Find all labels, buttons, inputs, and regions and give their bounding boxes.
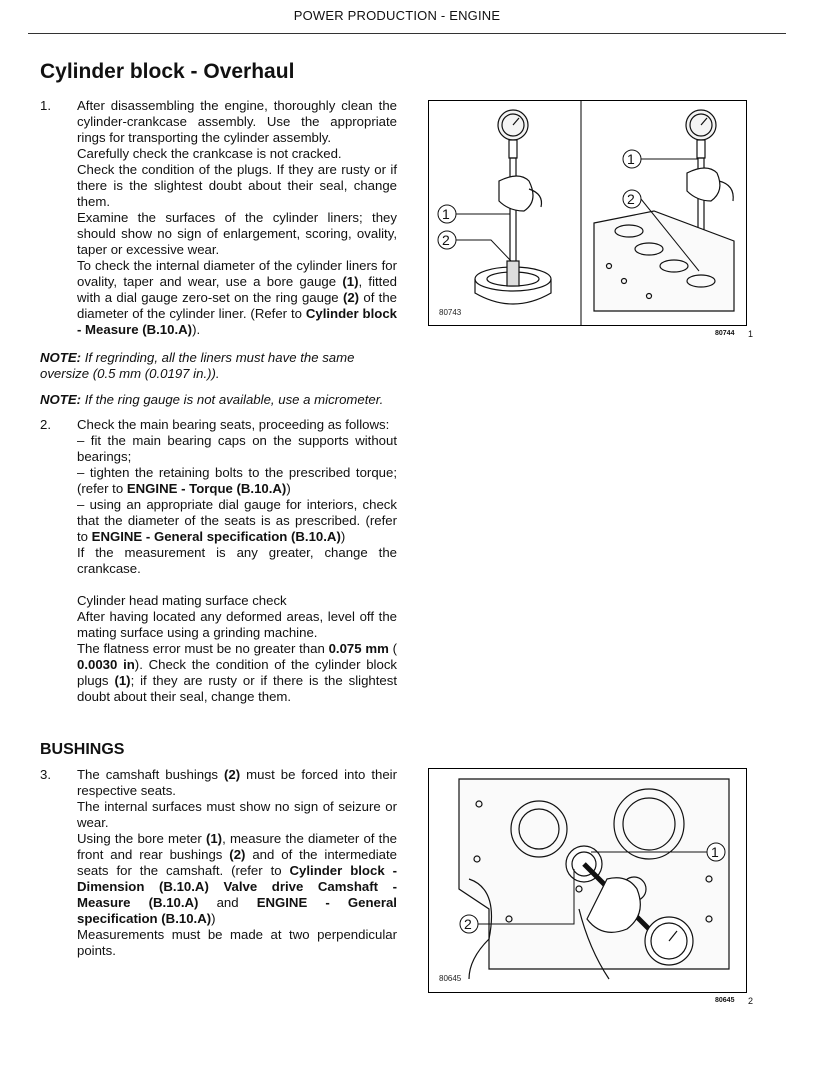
bore-gauge-left: [475, 110, 551, 304]
figure-1-callout: 2: [442, 232, 450, 248]
figure-1-number: 1: [748, 329, 754, 339]
figure-2-illustration: [429, 769, 746, 992]
figure-1-callout: 1: [627, 151, 635, 167]
cross-reference-link[interactable]: ENGINE - Torque (B.10.A): [126, 481, 287, 496]
step-1: [40, 98, 397, 338]
step-1-text: After disassembling the engine, thoroughly clean the cylinder-crankcase assembly. Use the appropriate rings for transporting the cylinder assembly.: [77, 98, 397, 145]
section-heading-bushings: BUSHINGS: [40, 741, 125, 758]
callout-ref: (1): [342, 274, 359, 289]
page-header: POWER PRODUCTION - ENGINE: [293, 8, 501, 23]
figure-1-caption-code: 80744: [715, 330, 735, 337]
cross-reference-link[interactable]: Cylinder block - Measure (B.10.A): [77, 306, 397, 337]
callout-ref: (2): [229, 847, 246, 862]
note-2: [40, 392, 397, 408]
callout-ref: (2): [342, 290, 360, 305]
figure-1: [428, 100, 747, 326]
note-text: If the ring gauge is not available, use a micrometer.: [81, 392, 384, 407]
figure-2: [428, 768, 747, 993]
cross-reference-link[interactable]: ENGINE - General specification (B.10.A): [91, 529, 341, 544]
note-label: NOTE:: [40, 350, 82, 365]
step-2-dash: – using an appropriate dial gauge for interiors, check that the diameter of the seats is as prescribed. (refer to ENGINE - General specification (B.10.A)): [77, 497, 397, 544]
note-1: [40, 350, 397, 382]
step-2: [40, 417, 397, 705]
step-2-text: If the measurement is any greater, change the crankcase.: [77, 545, 397, 576]
spec-value: 0.0030 in: [77, 657, 135, 672]
step-number: 2.: [40, 417, 51, 432]
note-label: NOTE:: [40, 392, 82, 407]
step-number: 1.: [40, 98, 51, 113]
step-2-intro: Check the main bearing seats, proceeding as follows:: [77, 417, 390, 432]
figure-1-callout: 1: [442, 206, 450, 222]
step-2-block: [40, 417, 397, 705]
step-1-text: Examine the surfaces of the cylinder liners; they should show no sign of enlargement, scoring, ovality, taper or excessive wear.: [77, 210, 397, 257]
figure-2-callout: 2: [464, 916, 472, 932]
spec-value: 0.075 mm: [328, 641, 389, 656]
step-2-text: The flatness error must be no greater than 0.075 mm ( 0.0030 in). Check the condition of the cylinder block plugs (1); if they are rusty or if there is the slightest doubt about their seal, change them.: [77, 641, 398, 704]
cross-reference-link[interactable]: ENGINE - General specification (B.10.A): [77, 895, 397, 926]
subheading: Cylinder head mating surface check: [77, 593, 287, 608]
step-3: [40, 767, 397, 959]
step-3-text: Measurements must be made at two perpendicular points.: [77, 927, 397, 958]
callout-ref: (1): [114, 673, 131, 688]
step-3-text: The camshaft bushings (2) must be forced into their respective seats.: [77, 767, 397, 798]
figure-2-image-code: 80645: [439, 974, 462, 983]
step-1-block: [40, 98, 397, 338]
step-3-block: [40, 767, 397, 959]
step-2-text: After having located any deformed areas, level off the mating surface using a grinding machine.: [77, 609, 397, 640]
note-text: If regrinding, all the liners must have the same oversize (0.5 mm (0.0197 in.)).: [40, 350, 355, 381]
figure-1-image-code: 80743: [439, 308, 462, 317]
cross-reference-link[interactable]: Cylinder block - Dimension (B.10.A) Valve drive Camshaft - Measure (B.10.A): [77, 863, 397, 910]
figure-1-callout: 2: [627, 191, 635, 207]
figure-2-number: 2: [748, 996, 754, 1006]
callout-ref: (1): [205, 831, 223, 846]
callout-ref: (2): [224, 767, 241, 782]
figure-2-callout: 1: [711, 844, 719, 860]
page-title: Cylinder block - Overhaul: [40, 60, 295, 83]
figure-1-illustration: [429, 101, 746, 325]
figure-2-caption-code: 80645: [715, 997, 735, 1004]
header-rule: [28, 33, 786, 34]
step-number: 3.: [40, 767, 51, 782]
step-2-dash: – tighten the retaining bolts to the prescribed torque; (refer to ENGINE - Torque (B.10.A)): [77, 465, 397, 496]
step-1-text: Check the condition of the plugs. If they are rusty or if there is the slightest doubt about their seal, change them.: [77, 162, 397, 209]
step-2-dash: – fit the main bearing caps on the supports without bearings;: [77, 433, 397, 464]
step-1-text: To check the internal diameter of the cylinder liners for ovality, taper and wear, use a bore gauge (1), fitted with a dial gauge zero-set on the ring gauge (2) of the diameter of the cylinder liner. (Refer to Cylinder block - Measure (B.10.A)).: [77, 258, 397, 337]
step-3-text: The internal surfaces must show no sign of seizure or wear.: [77, 799, 397, 830]
step-1-text: Carefully check the crankcase is not cracked.: [77, 146, 342, 161]
step-3-text: Using the bore meter (1), measure the diameter of the front and rear bushings (2) and of the intermediate seats for the camshaft. (refer to Cylinder block - Dimension (B.10.A) Valve drive Camshaft - Measure (B.10.A) and ENGINE - General specification (B.10.A)): [77, 831, 398, 926]
bore-gauge-right: [594, 110, 734, 311]
